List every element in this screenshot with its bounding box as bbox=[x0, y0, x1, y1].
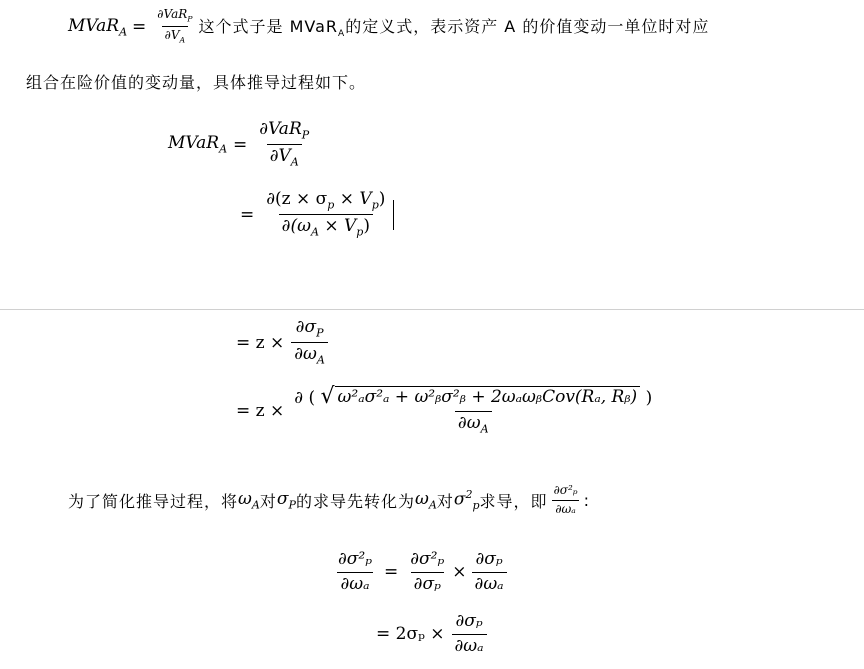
derivation-3-row-2: = 2σₚ × $\frac{\text{∂σₚ}}{\text{∂ωₐ}}$ bbox=[376, 612, 490, 656]
definition-text: 这个式子是 MVaR$_A$的定义式，表示资产 A 的价值变动一单位时对应 bbox=[198, 17, 710, 40]
fraction: ∂ ( √ ω²ₐσ²ₐ + ω²ᵦσ²ᵦ + 2ωₐωᵦCov(Rₐ, Rᵦ) ) $\partial\omega_A$ bbox=[294, 384, 653, 435]
fraction-2: $\frac{\text{∂σₚ}}{\text{∂ωₐ}}$ bbox=[472, 550, 507, 594]
inline-fraction: $\frac{\text{∂σ²ₚ}}{\text{∂ωₐ}}$ bbox=[553, 483, 578, 516]
equals-sign: = bbox=[240, 204, 255, 225]
omega-a-2: $\omega_A$ bbox=[414, 489, 437, 512]
page-divider bbox=[0, 309, 864, 310]
derivation-1-row-2 bbox=[234, 190, 394, 239]
fraction-lhs: $\frac{\text{∂σ²ₚ}}{\text{∂ωₐ}}$ bbox=[338, 549, 373, 594]
paragraph-1-line-1 bbox=[68, 8, 709, 46]
fraction: $\frac{\partial(z \times \sigma_p \times V_p)}{\partial(\omega_A \times V_p)}$ bbox=[266, 189, 386, 239]
mvar-symbol: MVaR$_A$ bbox=[68, 15, 128, 39]
fraction: $\frac{\partial\sigma_P}{\partial\omega_A}$ bbox=[291, 318, 328, 367]
derivation-2-row-1 bbox=[236, 318, 331, 367]
derivation-2-row-2 bbox=[236, 386, 658, 436]
equals-sign: = bbox=[132, 16, 147, 37]
paragraph-2: 为了简化推导过程，将 $\omega_A$ 对 $\sigma_P$ 的求导先转化为 $\omega_A$ 对 $\sigma^2_p$ 求导，即 $\frac{\text{∂σ²ₚ}}{\text{∂ωₐ}}$ : bbox=[68, 483, 590, 516]
fraction: $\frac{\text{∂σₚ}}{\text{∂ωₐ}}$ bbox=[452, 612, 487, 656]
equals-sign: = bbox=[233, 134, 248, 155]
inline-fraction: $\frac{\partial VaR_P}{\partial V_A}$ bbox=[157, 7, 193, 45]
square-root: √ ω²ₐσ²ₐ + ω²ᵦσ²ᵦ + 2ωₐωᵦCov(Rₐ, Rᵦ) bbox=[321, 386, 641, 408]
sigma-p: $\sigma_P$ bbox=[276, 489, 296, 512]
derivation-3-row-1: $\frac{\text{∂σ²ₚ}}{\text{∂ωₐ}}$ = $\frac{\text{∂σ²ₚ}}{\text{∂σₚ}}$ × $\frac{\text{∂σₚ}}{\text{∂ωₐ}}$ bbox=[332, 550, 510, 594]
equals-z-times: = z × bbox=[236, 332, 285, 353]
text-cursor bbox=[393, 200, 394, 230]
fraction: $\frac{\partial VaR_P}{\partial V_A}$ bbox=[259, 119, 310, 169]
derivation-1-row-1 bbox=[168, 120, 315, 169]
sigma-p-squared: $\sigma^2_p$ bbox=[453, 488, 480, 513]
paragraph-1-line-2: 组合在险价值的变动量，具体推导过程如下。 bbox=[26, 73, 367, 92]
equals-z-times: = z × bbox=[236, 400, 285, 421]
omega-a: $\omega_A$ bbox=[238, 489, 260, 512]
fraction-1: $\frac{\text{∂σ²ₚ}}{\text{∂σₚ}}$ bbox=[410, 549, 445, 594]
mvar-lhs: MVaR$_A$ bbox=[168, 133, 228, 156]
